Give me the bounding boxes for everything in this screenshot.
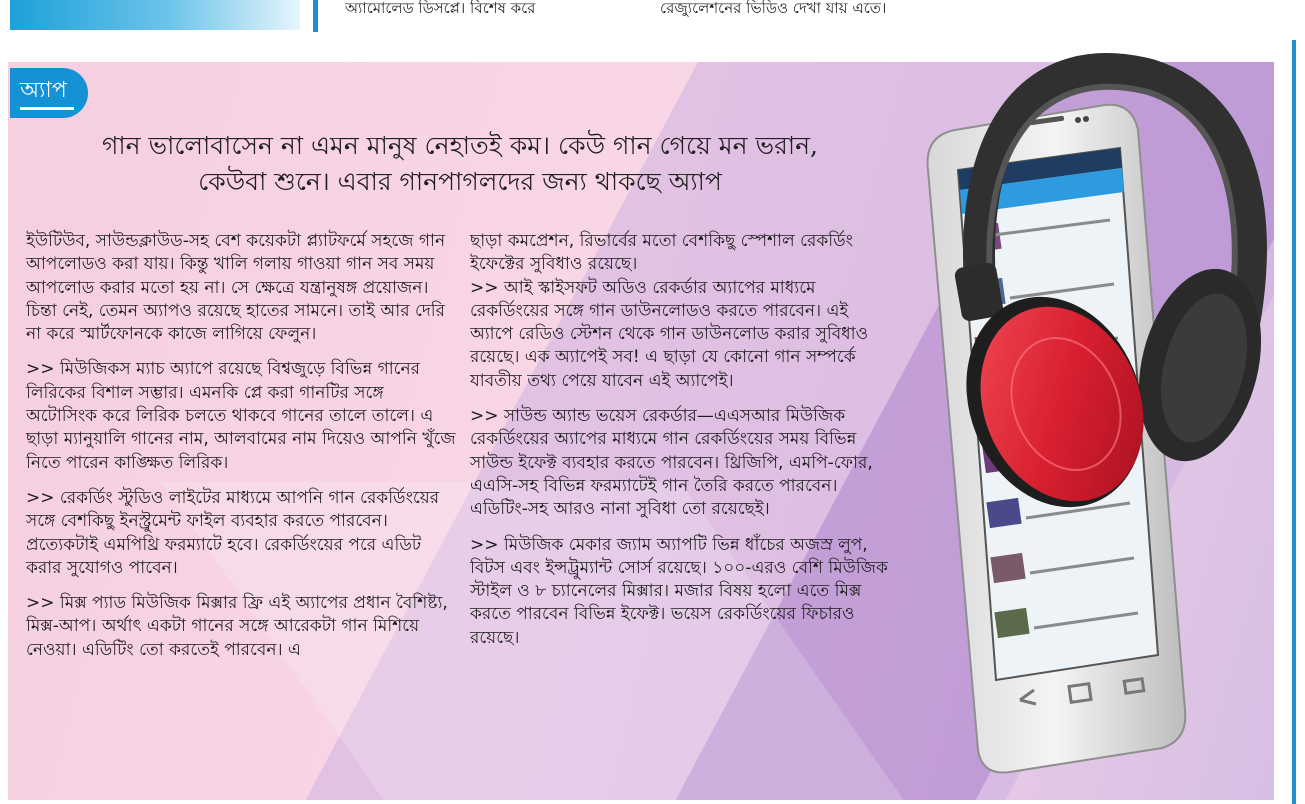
paragraph: >> মিউজিকস ম্যাচ অ্যাপে রয়েছে বিশ্বজুড়ে বিভিন্ন গানের লিরিকের বিশাল সম্ভার। এমনকি প্লে করা গানটির সঙ্গে অটোসিংক করে লিরিক চলতে থাকবে গানের তালে তালে। এ ছাড়া ম্যানুয়ালি গানের নাম, আলবামের নাম দিয়েও আপনি খুঁজে নিতে পারেন কাঙ্ক্ষিত লিরিক।: [26, 359, 456, 473]
paragraph: >> সাউন্ড অ্যান্ড ভয়েস রেকর্ডার—এএসআর মিউজিক রেকর্ডিংয়ের অ্যাপের মাধ্যমে গান রেকর্ডিংয়ের সময় বিভিন্ন সাউন্ড ইফেক্ট ব্যবহার করতে পারবেন। থ্রিজিপি, এমপি-ফোর, এএসি-সহ বিভিন্ন ফরম্যাটেই গান তৈরি করতে পারবেন। এডিটিং-সহ আরও নানা সুবিধা তো রয়েছেই।: [470, 406, 873, 520]
section-tag-label: অ্যাপ: [20, 78, 67, 103]
right-margin: [1280, 0, 1305, 804]
right-accent-line: [1292, 40, 1296, 804]
paragraph: >> মিউজিক মেকার জ্যাম অ্যাপটি ভিন্ন ধাঁচের অজস্র লুপ, বিটস এবং ইন্সট্রুম্যান্ট সোর্স রয়েছে। ১০০-এরও বেশি মিউজিক স্টাইল ও ৮ চ্যানেলের মিক্সার। মজার বিষয় হলো এতে মিক্স করতে পারবেন বিভিন্ন ইফেক্ট। ভয়েস রেকর্ডিংয়ের ফিচারও রয়েছে।: [470, 534, 888, 648]
headline: [60, 128, 860, 200]
article-column-right: [470, 230, 890, 662]
paragraph: ইউটিউব, সাউন্ডক্লাউড-সহ বেশ কয়েকটা প্ল্যাটফর্মে সহজে গান আপলোডও করা যায়। কিন্তু খালি গলায় গাওয়া গান সব সময় আপলোড করার মতো হয় না। সে ক্ষেত্রে যন্ত্রানুষঙ্গ প্রয়োজন। চিন্তা নেই, তেমন অ্যাপও রয়েছে হাতের সামনে। তাই আর দেরি না করে স্মার্টফোনকে কাজে লাগিয়ে ফেলুন।: [26, 231, 446, 345]
top-text-right: রেজ্যুলেশনের ভিডিও দেখা যায় এতে।: [660, 0, 887, 17]
paragraph: >> রেকর্ডিং স্টুডিও লাইটের মাধ্যমে আপনি গান রেকর্ডিংয়ের সঙ্গে বেশকিছু ইনস্ট্রুমেন্ট ফাইল ব্যবহার করতে পারবেন। প্রত্যেকটাই এমপিথ্রি ফরম্যাটে হবে। রেকর্ডিংয়ের পরে এডিট করার সুযোগও পাবেন।: [26, 487, 440, 578]
section-tag-underline: [20, 107, 74, 110]
top-text-left: অ্যামোলেড ডিসপ্লে। বিশেষ করে: [345, 0, 536, 17]
article-column-left: [26, 230, 456, 674]
paragraph: >> আই স্কাইসফট অডিও রেকর্ডার অ্যাপের মাধ্যমে রেকর্ডিংয়ের সঙ্গে গান ডাউনলোডও করতে পারবেন। এই অ্যাপে রেডিও স্টেশন থেকে গান ডাউনলোড করার সুবিধাও রয়েছে। এক অ্যাপেই সব! এ ছাড়া যে কোনো গান সম্পর্কে যাবতীয় তথ্য পেয়ে যাবেন এই অ্যাপেই।: [470, 277, 869, 391]
headline-line-2: কেউবা শুনে। এবার গানপাগলদের জন্য থাকছে অ্যাপ: [198, 167, 722, 196]
section-tag: [10, 68, 88, 118]
phone-headphones-illustration: [900, 20, 1280, 780]
top-accent-bar: [10, 0, 300, 30]
paragraph: >> মিক্স প্যাড মিউজিক মিক্সার ফ্রি এই অ্যাপের প্রধান বৈশিষ্ট্য, মিক্স-আপ। অর্থাৎ একটা গানের সঙ্গে আরেকটা গান মিশিয়ে নেওয়া। এডিটিং তো করতেই পারবেন। এ: [26, 593, 448, 660]
headline-line-1: গান ভালোবাসেন না এমন মানুষ নেহাতই কম। কেউ গান গেয়ে মন ভরান,: [101, 131, 819, 160]
top-column-divider: [313, 0, 318, 32]
paragraph: ছাড়া কমপ্রেশন, রিভার্বের মতো বেশকিছু স্পেশাল রেকর্ডিং ইফেক্টের সুবিধাও রয়েছে।: [470, 231, 853, 275]
